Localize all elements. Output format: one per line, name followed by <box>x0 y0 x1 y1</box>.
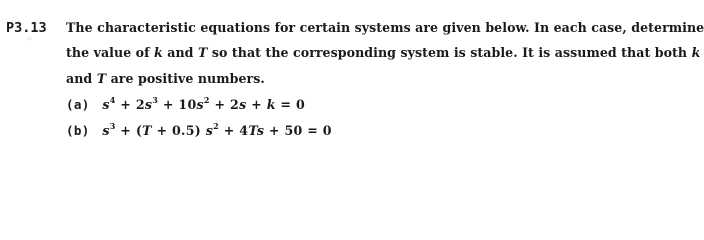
statement-line-2: the value of k and T so that the corresponding system is stable. It is assumed that both k <box>66 45 701 60</box>
equation-b-text: $s^3 + (T + 0.5) s^2 + 4Ts + 50 = 0$ <box>102 121 332 138</box>
problem-number: P3.13 <box>6 20 47 36</box>
statement-line-1: The characteristic equations for certain systems are given below. In each case, determine <box>66 20 704 35</box>
equation-a-text: $s^4 + 2s^3 + 10s^2 + 2s + k = 0$ <box>102 95 306 112</box>
watermark-mark: ≡ <box>26 34 33 43</box>
part-a-label: (a) <box>66 97 90 112</box>
statement-line-3: and T are positive numbers. <box>66 71 265 86</box>
equation-b <box>66 123 332 138</box>
equation-a <box>66 97 305 112</box>
part-b-label: (b) <box>66 123 90 138</box>
